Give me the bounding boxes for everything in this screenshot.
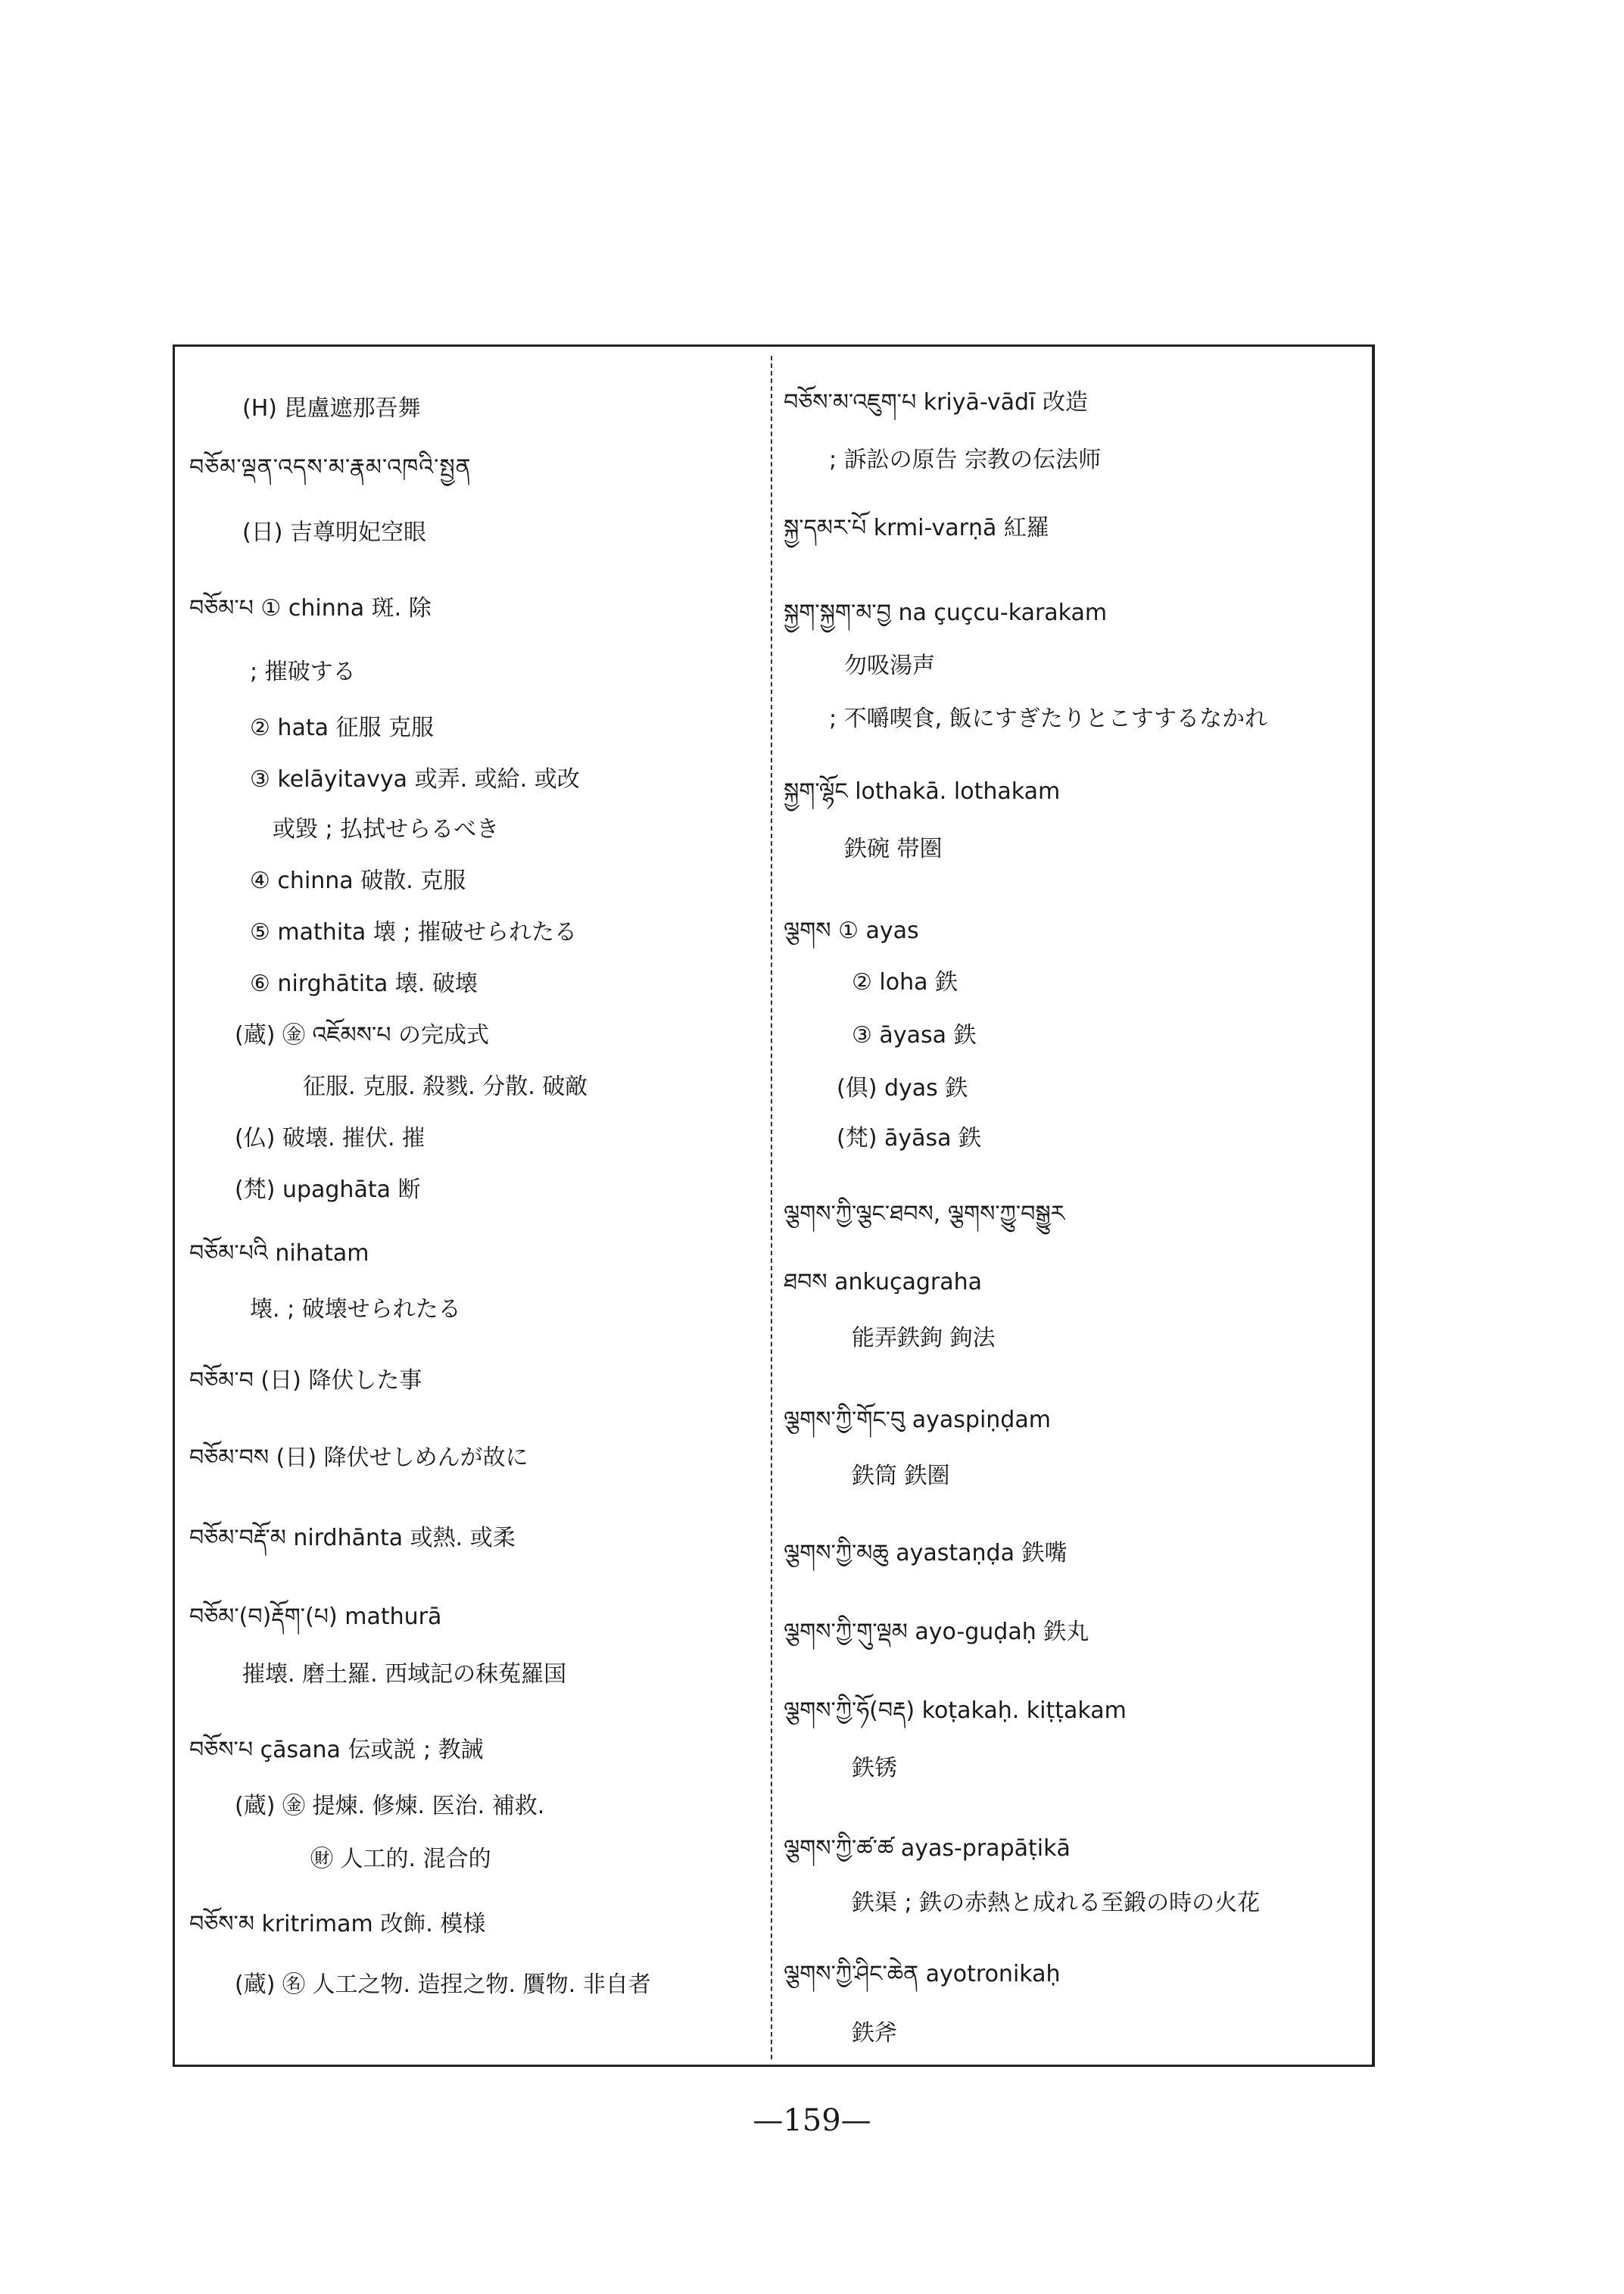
- entry-line: བཅོམ་བ (日) 降伏した事: [189, 1367, 422, 1394]
- entry-line: ⑤ mathita 壊 ; 摧破せられたる: [250, 919, 578, 946]
- entry-line: ལྕགས་ཀྱི་ལྕང་ཐབས, ལྕགས་ཀྱུ་བསྒྱུར: [784, 1201, 1065, 1227]
- entry-line: ལྕགས་ཀྱི་གུ་ལྡམ ayo-guḍaḥ 鉄丸: [784, 1619, 1089, 1645]
- entry-line: ལྕགས་ཀྱི་ཤིང་ཆེན ayotronikaḥ: [784, 1961, 1061, 1987]
- entry-line: 能弄鉄鉤 鉤法: [852, 1325, 996, 1351]
- entry-line: ལྕགས་ཀྱི་ཧོ(བརྡ) koṭakaḥ. kiṭṭakam: [784, 1697, 1127, 1724]
- page-number: —159—: [753, 2103, 871, 2138]
- entry-line: སྐྱག་ལྷོང lothakā. lothakam: [784, 778, 1061, 805]
- entry-line: (日) 吉尊明妃空眼: [242, 519, 426, 546]
- entry-line: སྐྱ་དམར་པོ krmi-varṇā 紅羅: [784, 515, 1049, 541]
- entry-line: 鉄锈: [852, 1755, 897, 1781]
- entry-line: ལྕགས ① ayas: [784, 918, 919, 944]
- entry-line: ལྕགས་ཀྱི་ཚ་ཚ ayas-prapāṭikā: [784, 1835, 1071, 1862]
- entry-line: (仏) 破壊. 摧伏. 摧: [235, 1125, 425, 1152]
- entry-line: (蔵) ㊔ 人工之物. 造捏之物. 贋物. 非自者: [235, 1971, 651, 1998]
- entry-line: ④ chinna 破散. 克服: [250, 868, 466, 894]
- entry-line: བཅོས་མ kritrimam 改飾. 模様: [189, 1911, 486, 1937]
- entry-line: བཅོམ་བས (日) 降伏せしめんが故に: [189, 1445, 528, 1471]
- entry-line: ② loha 鉄: [852, 969, 959, 996]
- entry-line: ལྕགས་ཀྱི་གོང་བུ ayaspiṇḍam: [784, 1407, 1051, 1433]
- entry-line: ㊖ 人工的. 混合的: [310, 1846, 491, 1872]
- entry-line: 鉄斧: [852, 2020, 897, 2046]
- entry-line: སྐྱག་སྐྱག་མ་བྱ na çuçcu-karakam: [784, 600, 1108, 626]
- entry-line: (俱) dyas 鉄: [837, 1075, 968, 1102]
- entry-line: བཅོམ་བརྡོ་མ nirdhānta 或熱. 或柔: [189, 1525, 516, 1551]
- entry-line: ; 不嚼喫食, 飯にすぎたりとこすするなかれ: [829, 706, 1268, 732]
- entry-line: (H) 毘盧遮那吾舞: [242, 395, 421, 422]
- entry-line: 或毀 ; 払拭せらるべき: [273, 816, 500, 843]
- column-divider: [771, 356, 772, 2059]
- entry-line: 摧壊. 磨土羅. 西域記の秣菟羅国: [242, 1661, 567, 1688]
- entry-line: བཅོས་མ་འཇུག་པ kriyā-vādī 改造: [784, 389, 1088, 416]
- entry-line: (蔵) ㊎ 提煉. 修煉. 医治. 補救.: [235, 1793, 545, 1819]
- entry-line: ⑥ nirghātita 壊. 破壊: [250, 971, 478, 997]
- entry-line: 鉄渠 ; 鉄の赤熱と成れる至鍛の時の火花: [852, 1890, 1261, 1916]
- entry-line: ལྕགས་ཀྱི་མཆུ ayastaṇḍa 鉄嘴: [784, 1540, 1068, 1566]
- entry-line: ③ kelāyitavya 或弄. 或給. 或改: [250, 766, 580, 793]
- entry-line: བཅོམ་པའི nihatam: [189, 1240, 369, 1267]
- entry-line: བཅོམ་པ ① chinna 斑. 除: [189, 595, 432, 622]
- entry-line: ; 訴訟の原告 宗教の伝法师: [829, 447, 1102, 473]
- entry-line: 鉄碗 帯圏: [844, 836, 943, 862]
- entry-line: (梵) upaghāta 断: [235, 1177, 421, 1203]
- entry-line: (梵) āyāsa 鉄: [837, 1125, 982, 1152]
- entry-line: 鉄筒 鉄圏: [852, 1463, 950, 1489]
- entry-line: བཅོམ་(བ)རྡོག་(པ) mathurā: [189, 1604, 442, 1630]
- entry-line: ; 摧破する: [250, 659, 356, 685]
- entry-line: བཅོས་པ çāsana 伝或説 ; 教誡: [189, 1737, 484, 1763]
- entry-line: 征服. 克服. 殺戮. 分散. 破敵: [303, 1074, 588, 1100]
- entry-line: ③ āyasa 鉄: [852, 1022, 977, 1049]
- entry-line: (蔵) ㊎ འཇོམས་པ の完成式: [235, 1022, 490, 1049]
- entry-line: ཐབས ankuçagraha: [784, 1269, 983, 1295]
- entry-line: བཅོམ་ལྡན་འདས་མ་རྣམ་འཁའི་སྤྱན: [189, 454, 472, 481]
- entry-line: 壊. ; 破壊せられたる: [250, 1296, 461, 1323]
- entry-line: 勿吸湯声: [844, 653, 935, 679]
- entry-line: ② hata 征服 克服: [250, 715, 435, 741]
